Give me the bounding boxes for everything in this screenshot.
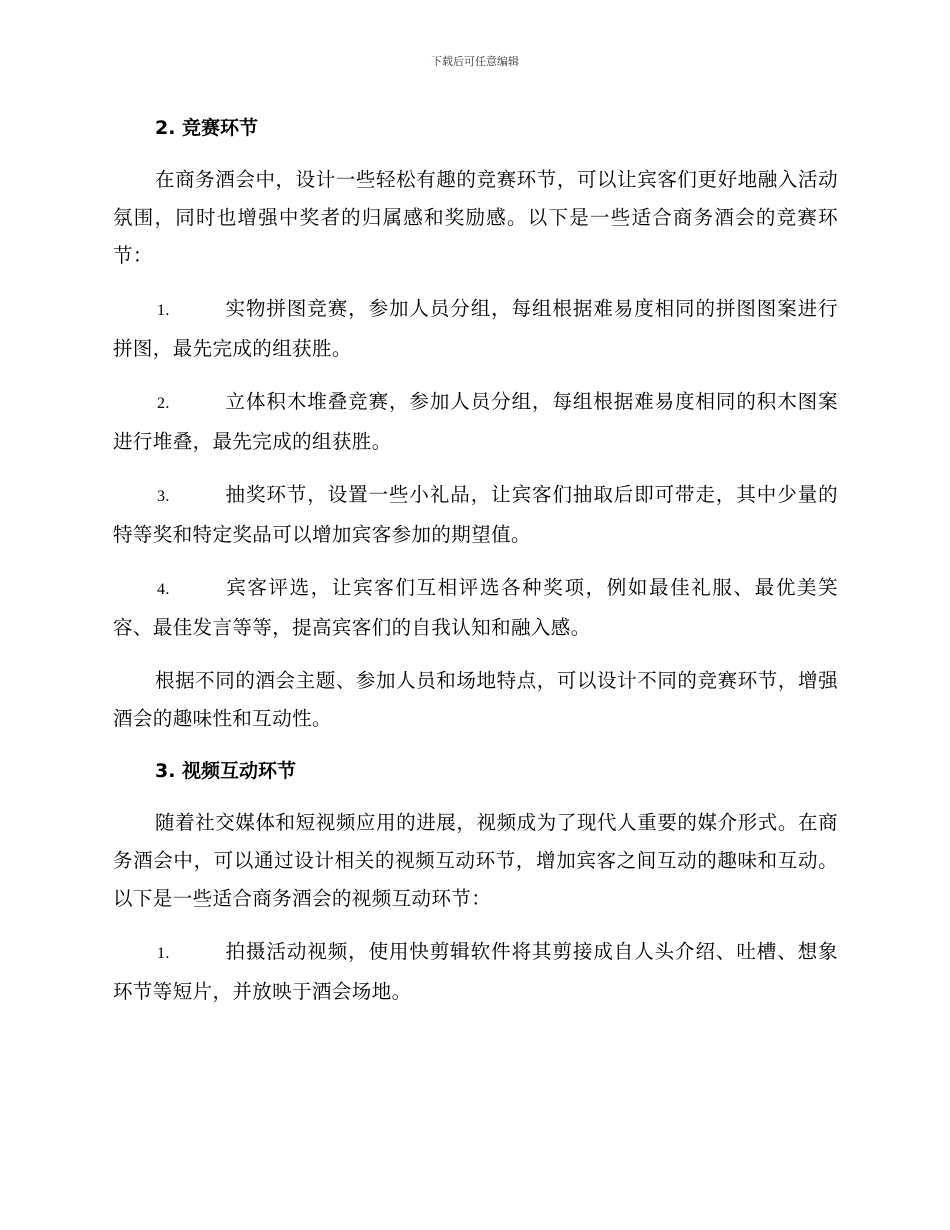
list-item bbox=[113, 290, 838, 368]
list-item-text: 实物拼图竞赛，参加人员分组，每组根据难易度相同的拼图图案进行拼图，最先完成的组获胜。 bbox=[113, 297, 838, 360]
section-heading-video: 3. 视频互动环节 bbox=[155, 760, 297, 782]
document-body bbox=[113, 110, 838, 1011]
list-item bbox=[113, 933, 838, 1011]
list-item-text: 立体积木堆叠竞赛，参加人员分组，每组根据难易度相同的积木图案进行堆叠，最先完成的组获胜。 bbox=[113, 390, 838, 453]
list-item-number: 1. bbox=[157, 945, 170, 962]
section-heading-competition: 2. 竞赛环节 bbox=[155, 117, 259, 139]
list-item-number: 2. bbox=[157, 395, 170, 412]
list-item-text: 宾客评选，让宾客们互相评选各种奖项，例如最佳礼服、最优美笑容、最佳发言等等，提高宾客们的自我认知和融入感。 bbox=[113, 576, 838, 639]
list-item-number: 4. bbox=[157, 581, 170, 598]
competition-intro-paragraph: 在商务酒会中，设计一些轻松有趣的竞赛环节，可以让宾客们更好地融入活动氛围，同时也增强中奖者的归属感和奖励感。以下是一些适合商务酒会的竞赛环节： bbox=[113, 168, 838, 267]
list-item bbox=[113, 569, 838, 647]
list-item-number: 3. bbox=[157, 488, 170, 505]
page-header: 下载后可任意编辑 bbox=[431, 55, 519, 68]
list-item-text: 拍摄活动视频，使用快剪辑软件将其剪接成自人头介绍、吐槽、想象环节等短片，并放映于酒会场地。 bbox=[113, 940, 838, 1003]
competition-conclusion-paragraph: 根据不同的酒会主题、参加人员和场地特点，可以设计不同的竞赛环节，增强酒会的趣味性和互动性。 bbox=[113, 669, 838, 730]
video-intro-paragraph: 随着社交媒体和短视频应用的进展，视频成为了现代人重要的媒介形式。在商务酒会中，可以通过设计相关的视频互动环节，增加宾客之间互动的趣味和互动。以下是一些适合商务酒会的视频互动环节： bbox=[113, 811, 838, 910]
list-item-number: 1. bbox=[157, 302, 170, 319]
list-item bbox=[113, 383, 838, 461]
list-item-text: 抽奖环节，设置一些小礼品，让宾客们抽取后即可带走，其中少量的特等奖和特定奖品可以增加宾客参加的期望值。 bbox=[113, 483, 838, 546]
list-item bbox=[113, 476, 838, 554]
